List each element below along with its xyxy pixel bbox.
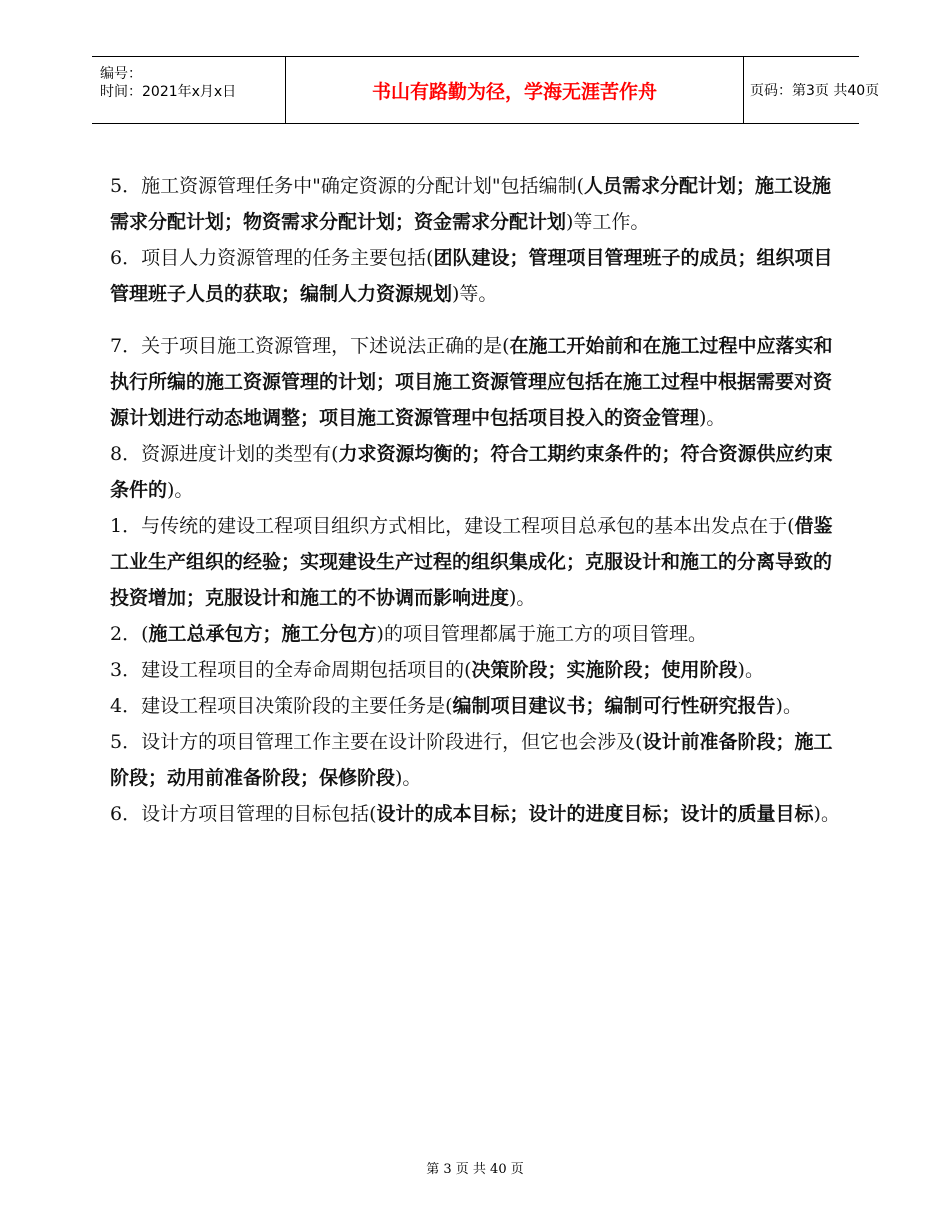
- time-label: 时间：2021年x月x日: [100, 84, 237, 100]
- answer-text: 施工总承包方；施工分包方: [148, 623, 377, 645]
- page-info: 页码：第3页 共40页: [750, 83, 880, 99]
- question-paragraph: 2．(施工总承包方；施工分包方)的项目管理都属于施工方的项目管理。: [110, 623, 707, 645]
- question-paragraph: 4．建设工程项目决策阶段的主要任务是(编制项目建议书；编制可行性研究报告)。: [110, 695, 802, 717]
- question-paragraph: 8．资源进度计划的类型有(力求资源均衡的；符合工期约束条件的；符合资源供应约束条件的)。: [110, 443, 833, 501]
- page-footer: 第 3 页 共 40 页: [426, 1162, 524, 1177]
- question-paragraph: 3．建设工程项目的全寿命周期包括项目的(决策阶段；实施阶段；使用阶段)。: [110, 659, 764, 681]
- header-page-cell: [742, 57, 880, 123]
- header-motto-cell: [285, 57, 744, 123]
- question-paragraph: 6．设计方项目管理的目标包括(设计的成本目标；设计的进度目标；设计的质量目标)。: [110, 803, 840, 825]
- answer-text: 团队建设；管理项目管理班子的成员；组织项目管理班子人员的获取；编制人力资源规划: [110, 247, 833, 305]
- header-meta-cell: [92, 57, 285, 123]
- question-paragraph: 5．设计方的项目管理工作主要在设计阶段进行，但它也会涉及(设计前准备阶段；施工阶段；动用前准备阶段；保修阶段)。: [110, 731, 833, 789]
- answer-text: 借鉴工业生产组织的经验；实现建设生产过程的组织集成化；克服设计和施工的分离导致的投资增加；克服设计和施工的不协调而影响进度: [110, 515, 833, 609]
- document-header: [92, 56, 880, 124]
- answer-text: 设计的成本目标；设计的进度目标；设计的质量目标: [376, 803, 814, 825]
- question-paragraph: 1．与传统的建设工程项目组织方式相比，建设工程项目总承包的基本出发点在于(借鉴工业生产组织的经验；实现建设生产过程的组织集成化；克服设计和施工的分离导致的投资增加；克服设计和施工的不协调而影响进度)。: [110, 515, 833, 609]
- motto-text: 书山有路勤为径，学海无涯苦作舟: [371, 80, 657, 103]
- answer-text: 力求资源均衡的；符合工期约束条件的；符合资源供应约束条件的: [110, 443, 833, 501]
- question-paragraph: 5．施工资源管理任务中"确定资源的分配计划"包括编制(人员需求分配计划；施工设施需求分配计划；物资需求分配计划；资金需求分配计划)等工作。: [110, 175, 831, 233]
- document-body: [110, 168, 845, 832]
- answer-text: 编制项目建议书；编制可行性研究报告: [452, 695, 776, 717]
- question-paragraph: 7．关于项目施工资源管理，下述说法正确的是(在施工开始前和在施工过程中应落实和执行所编的施工资源管理的计划；项目施工资源管理应包括在施工过程中根据需要对资源计划进行动态地调整；项目施工资源管理中包括项目投入的资金管理)。: [110, 335, 833, 429]
- answer-text: 在施工开始前和在施工过程中应落实和执行所编的施工资源管理的计划；项目施工资源管理应包括在施工过程中根据需要对资源计划进行动态地调整；项目施工资源管理中包括项目投入的资金管理: [110, 335, 833, 429]
- answer-text: 设计前准备阶段；施工阶段；动用前准备阶段；保修阶段: [110, 731, 833, 789]
- answer-text: 决策阶段；实施阶段；使用阶段: [471, 659, 738, 681]
- question-paragraph: 6．项目人力资源管理的任务主要包括(团队建设；管理项目管理班子的成员；组织项目管理班子人员的获取；编制人力资源规划)等。: [110, 247, 833, 305]
- number-label: 编号：: [100, 66, 142, 82]
- answer-text: 人员需求分配计划；施工设施需求分配计划；物资需求分配计划；资金需求分配计划: [110, 175, 831, 233]
